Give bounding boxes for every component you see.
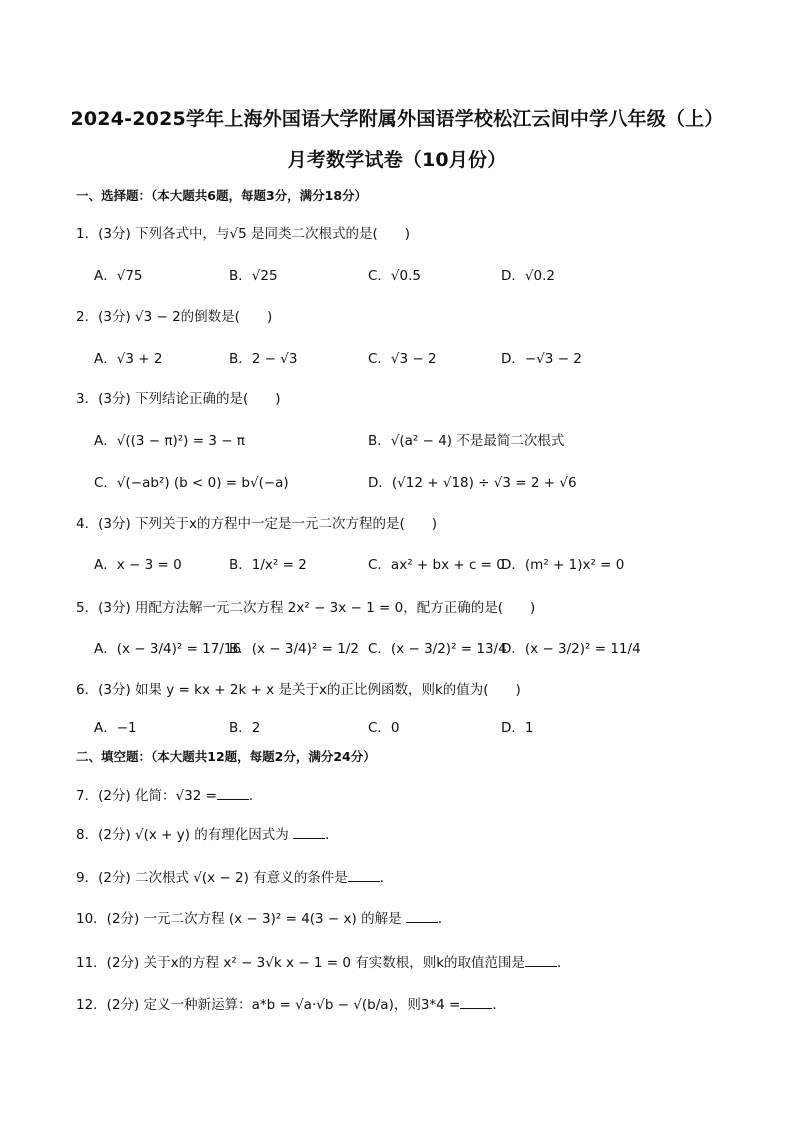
section-heading-choice: 一、选择题：（本大题共6题，每题3分，满分18分） [76, 188, 368, 203]
answer-blank [460, 996, 492, 1009]
question-stem: 3．(3分) 下列结论正确的是( ) [76, 391, 281, 407]
option-b: B．2 − √3 [229, 351, 298, 367]
fill-question [76, 823, 339, 843]
question-end: ． [379, 870, 394, 886]
question-stem: 1．(3分) 下列各式中，与√5 是同类二次根式的是( ) [76, 226, 411, 242]
option-c: C．√(−ab²) (b < 0) = b√(−a) [94, 475, 289, 491]
option-a: A．x − 3 = 0 [94, 557, 182, 573]
answer-blank [406, 910, 438, 923]
option-b: B．√(a² − 4) 不是最简二次根式 [368, 433, 565, 449]
answer-blank [217, 787, 249, 800]
option-b: B．1/x² = 2 [229, 557, 307, 573]
question-text: 9．(2分) 二次根式 √(x − 2) 有意义的条件是 [76, 870, 348, 886]
question-text: 8．(2分) √(x + y) 的有理化因式为 [76, 827, 289, 843]
fill-question [76, 907, 451, 927]
option-b: B．(x − 3/4)² = 1/2 [229, 641, 359, 657]
option-a: A．(x − 3/4)² = 17/16 [94, 641, 242, 657]
question-stem: 6．(3分) 如果 y = kx + 2k + x 是关于x的正比例函数，则k的值为( ) [76, 682, 521, 698]
answer-blank [348, 869, 380, 882]
fill-question [76, 866, 393, 886]
option-d: D．1 [501, 720, 534, 736]
question-stem: 5．(3分) 用配方法解一元二次方程 2x² − 3x − 1 = 0，配方正确的是( ) [76, 600, 536, 616]
answer-blank [293, 826, 325, 839]
question-end: ． [325, 827, 339, 843]
option-d: D．−√3 − 2 [501, 351, 582, 367]
option-d: D．(m² + 1)x² = 0 [501, 557, 625, 573]
option-c: C．ax² + bx + c = 0 [368, 557, 505, 573]
question-end: ． [557, 955, 571, 971]
option-d: D．(√12 + √18) ÷ √3 = 2 + √6 [368, 475, 577, 491]
question-stem: 4．(3分) 下列关于x的方程中一定是一元二次方程的是( ) [76, 516, 438, 532]
option-c: C．√3 − 2 [368, 351, 437, 367]
question-text: 7．(2分) 化简：√32 = [76, 788, 217, 804]
question-end: ． [248, 788, 263, 804]
section-heading-fill: 二、填空题：（本大题共12题，每题2分，满分24分） [76, 749, 376, 764]
option-d: D．(x − 3/2)² = 11/4 [501, 641, 641, 657]
question-text: 12．(2分) 定义一种新运算：a*b = √a·√b − √(b/a)，则3*4 = [76, 997, 461, 1013]
option-c: C．√0.5 [368, 268, 421, 284]
fill-question [76, 951, 571, 971]
question-end: ． [437, 911, 452, 927]
option-a: A．√75 [94, 268, 143, 284]
option-a: A．−1 [94, 720, 137, 736]
option-b: B．√25 [229, 268, 278, 284]
question-text: 11．(2分) 关于x的方程 x² − 3√k x − 1 = 0 有实数根，则k的取值范围是 [76, 955, 526, 971]
fill-question [76, 993, 506, 1013]
option-c: C．0 [368, 720, 400, 736]
exam-title-line2: 月考数学试卷（10月份） [287, 149, 507, 171]
option-a: A．√3 + 2 [94, 351, 163, 367]
question-stem: 2．(3分) √3 − 2的倒数是( ) [76, 309, 273, 325]
option-b: B．2 [229, 720, 261, 736]
answer-blank [525, 954, 557, 967]
fill-question [76, 784, 262, 804]
question-text: 10．(2分) 一元二次方程 (x − 3)² = 4(3 − x) 的解是 [76, 911, 402, 927]
option-a: A．√((3 − π)²) = 3 − π [94, 433, 245, 449]
option-d: D．√0.2 [501, 268, 555, 284]
exam-title-line1: 2024-2025学年上海外国语大学附属外国语学校松江云间中学八年级（上） [70, 108, 724, 130]
option-c: C．(x − 3/2)² = 13/4 [368, 641, 507, 657]
question-end: ． [492, 997, 506, 1013]
